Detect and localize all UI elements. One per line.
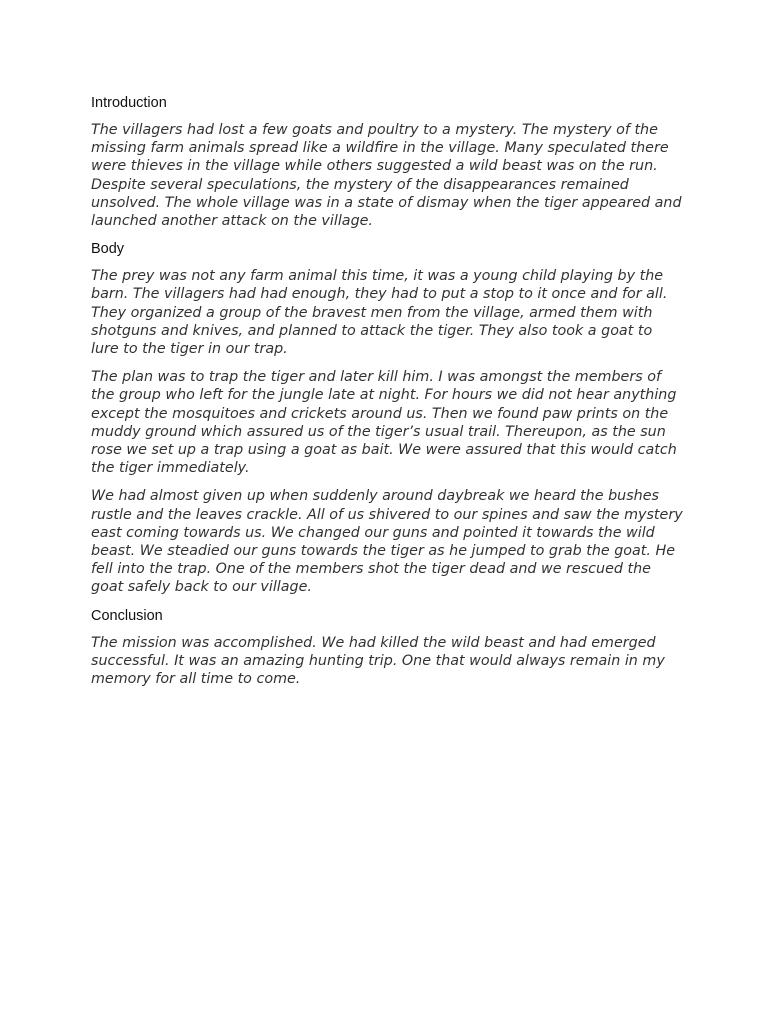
document-page xyxy=(91,94,683,698)
section-conclusion xyxy=(91,607,683,689)
paragraph: The mission was accomplished. We had killed the wild beast and had emerged successful. It was an amazing hunting trip. One that would always remain in my memory for all time to come. xyxy=(91,634,665,688)
heading-conclusion: Conclusion xyxy=(91,607,163,624)
heading-introduction: Introduction xyxy=(91,95,167,111)
paragraph: The villagers had lost a few goats and poultry to a mystery. The mystery of the missing farm animals spread like a wildfire in the village. Many speculated there were thieves in the village while others suggested a wild beast was on the run. Despite several speculations, the mystery of the disappearances remained unsolved. The whole village was in a state of dismay when the tiger appeared and launched another attack on the village. xyxy=(91,122,682,230)
heading-body: Body xyxy=(91,241,125,258)
paragraph: We had almost given up when suddenly around daybreak we heard the bushes rustle and the leaves crackle. All of us shivered to our spines and saw the mystery east coming towards us. We changed our guns and pointed it towards the wild beast. We steadied our guns towards the tiger as he jumped to grab the goat. He fell into the trap. One of the members shot the tiger dead and we rescued the goat safely back to our village. xyxy=(91,488,683,596)
paragraph: The prey was not any farm animal this time, it was a young child playing by the barn. The villagers had had enough, they had to put a stop to it once and for all. They organized a group of the bravest men from the village, armed them with shotguns and knives, and planned to attack the tiger. They also took a goat to lure to the tiger in our trap. xyxy=(91,268,668,358)
paragraph: The plan was to trap the tiger and later kill him. I was amongst the members of the group who left for the jungle late at night. For hours we did not hear anything except the mosquitoes and crickets around us. Then we found paw prints on the muddy ground which assured us of the tiger’s usual trail. Thereupon, as the sun rose we set up a trap using a goat as bait. We were assured that this would catch the tiger immediately. xyxy=(91,369,677,477)
section-introduction xyxy=(91,94,683,230)
section-body xyxy=(91,240,683,596)
